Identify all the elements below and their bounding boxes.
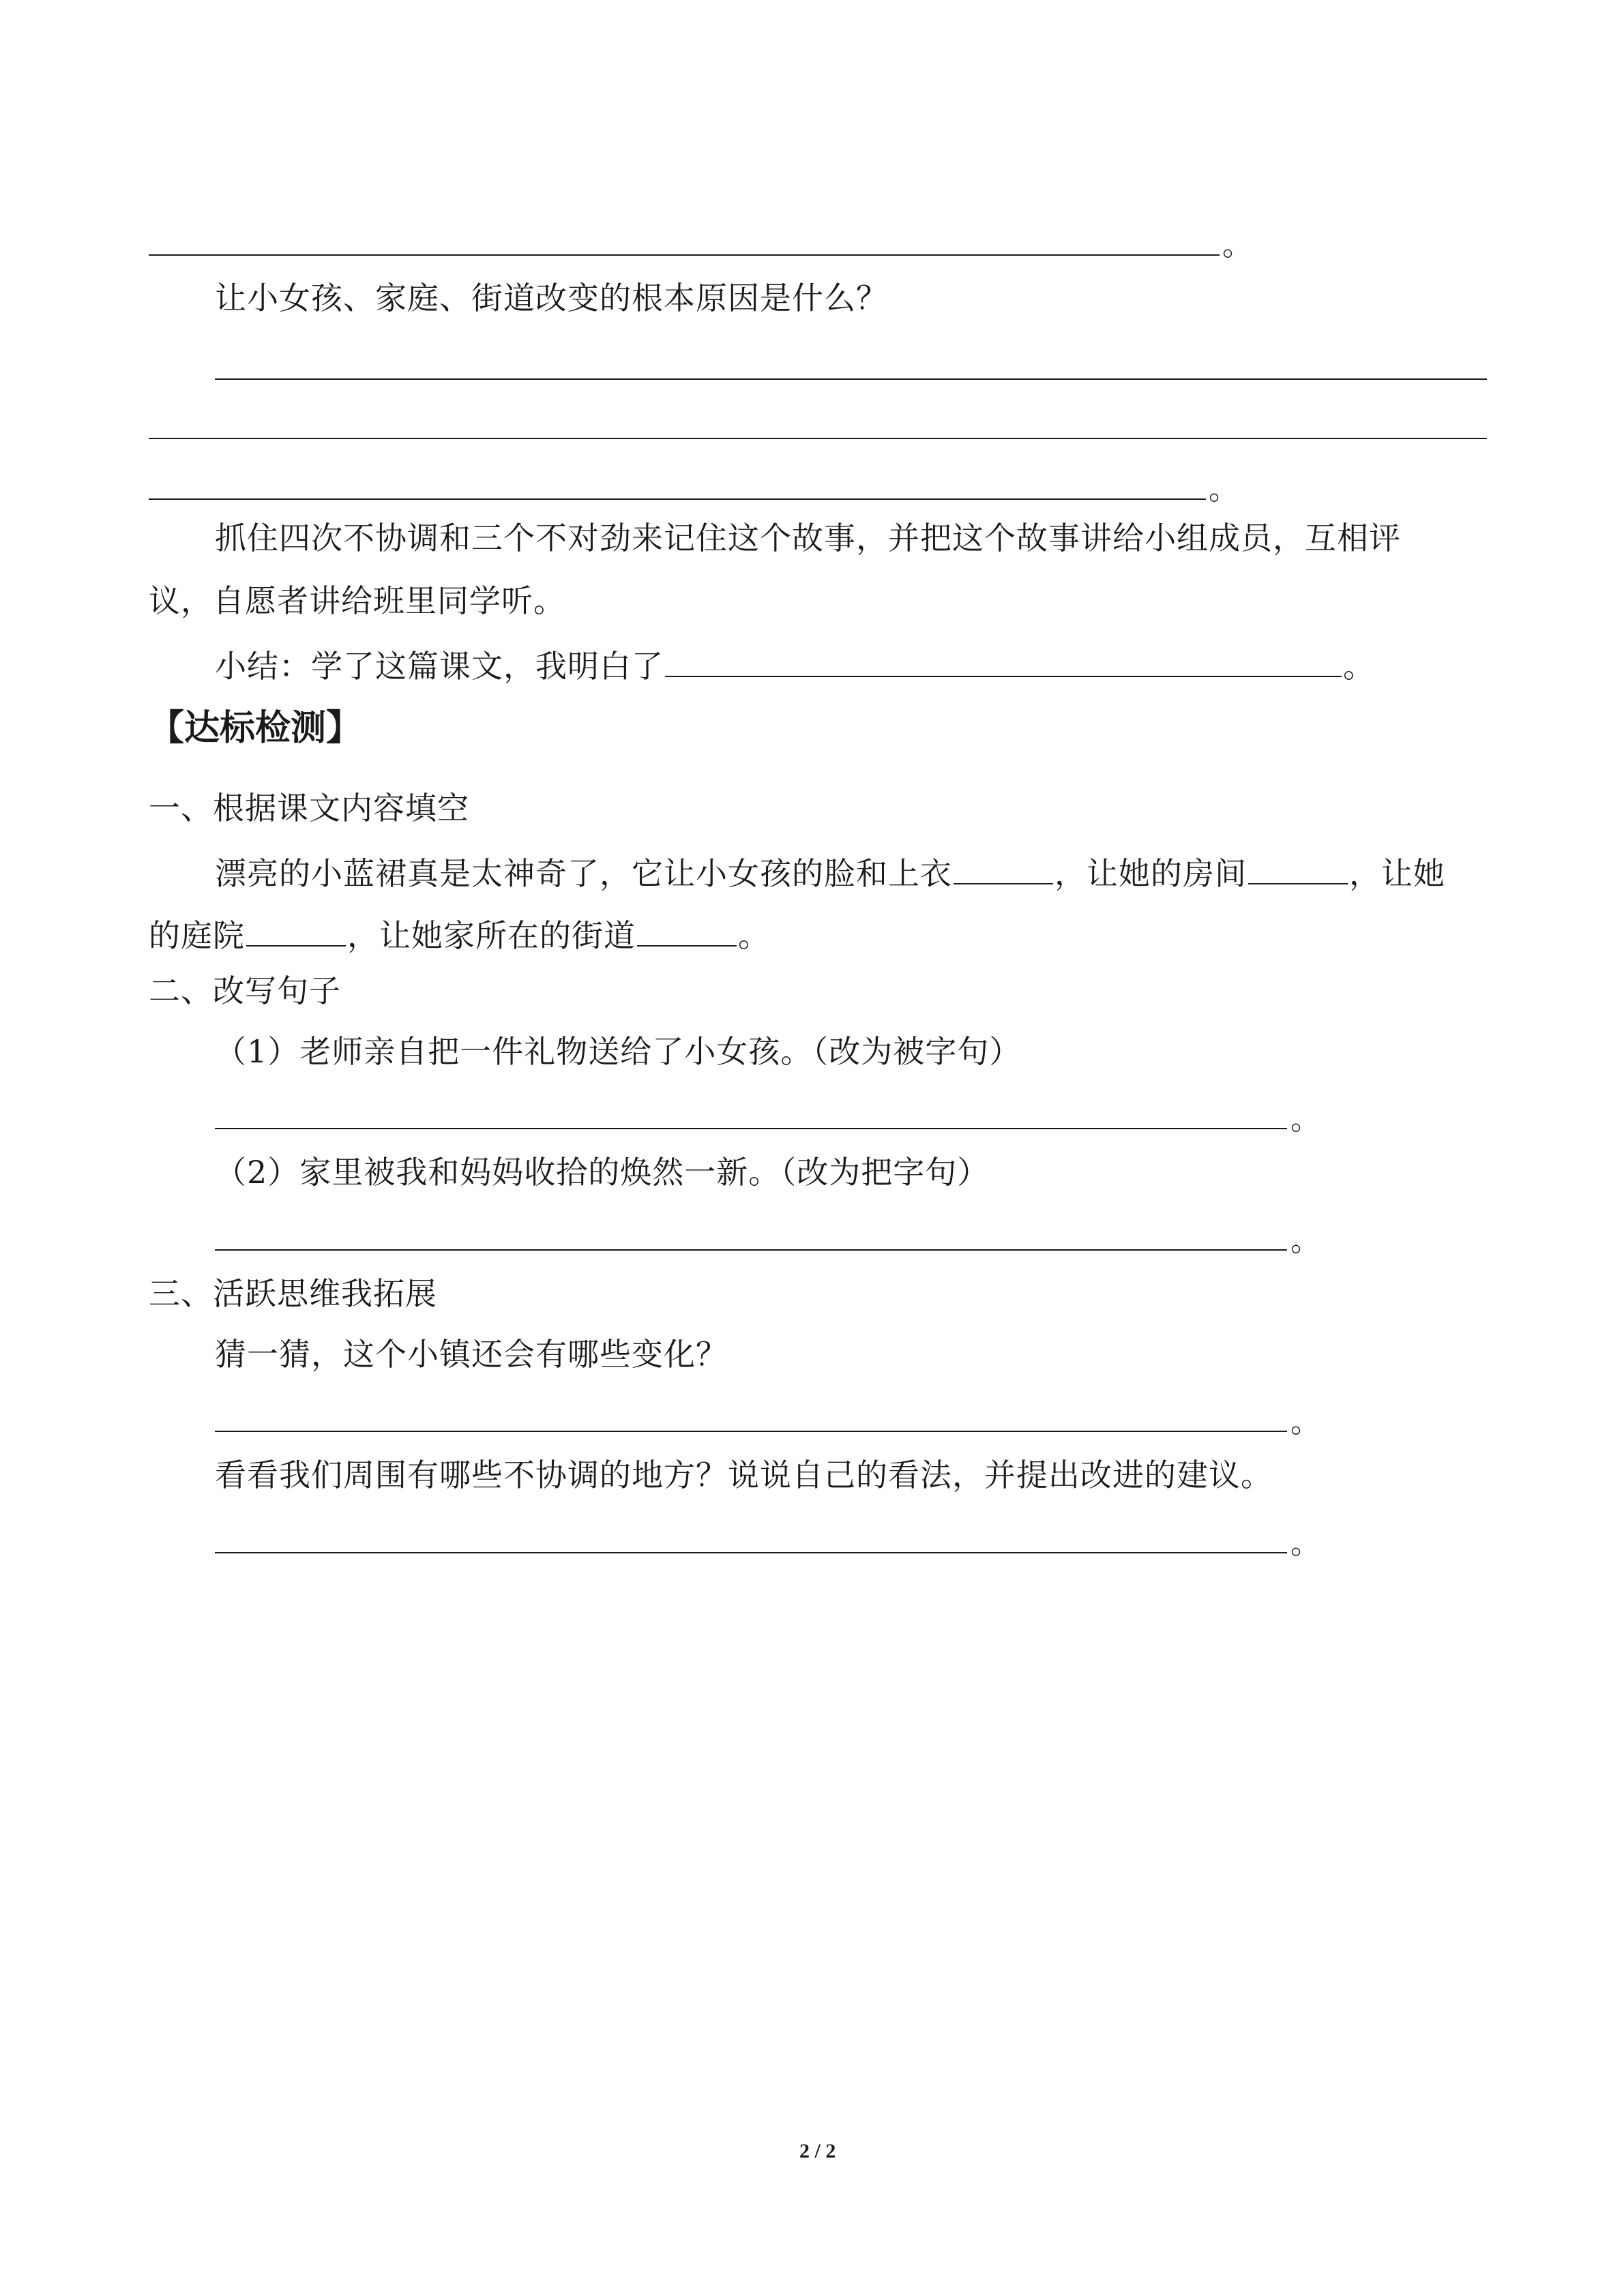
rewrite-item2: （2）家里被我和妈妈收拾的焕然一新。（改为把字句） [215, 1154, 990, 1191]
period-mark: 。 [1343, 648, 1375, 685]
section-title-test: 【达标检测】 [149, 708, 362, 749]
period-mark: 。 [1290, 1223, 1320, 1258]
fill-in-text: 的庭院 [149, 917, 245, 954]
summary-prefix: 小结：学了这篇课文，我明白了 [215, 648, 664, 685]
answer-line [149, 438, 1487, 439]
fill-in-text: ，让她的房间 [1054, 855, 1247, 892]
fill-in-line2 [149, 915, 770, 954]
extend-question1: 猜一猜，这个小镇还会有哪些变化？ [215, 1336, 728, 1373]
part3-heading: 三、活跃思维我拓展 [149, 1275, 437, 1312]
fill-blank-room[interactable] [1248, 853, 1348, 884]
fill-in-text: ，让她 [1349, 855, 1445, 892]
part2-heading: 二、改写句子 [149, 972, 341, 1009]
summary-blank[interactable] [665, 646, 1342, 677]
fill-blank-street[interactable] [637, 915, 737, 946]
page-number: 2 / 2 [799, 2140, 836, 2162]
fill-in-text: 。 [738, 917, 770, 954]
fill-in-text: ，让她家所在的街道 [347, 917, 636, 954]
fill-in-line1 [215, 853, 1445, 892]
period-mark: 。 [1209, 472, 1239, 507]
period-mark: 。 [1290, 1405, 1320, 1440]
answer-line [215, 1249, 1287, 1251]
period-mark: 。 [1290, 1526, 1320, 1561]
answer-line [215, 378, 1487, 380]
answer-line [215, 1552, 1287, 1553]
fill-in-text: 漂亮的小蓝裙真是太神奇了，它让小女孩的脸和上衣 [215, 855, 952, 892]
answer-line [215, 1431, 1287, 1432]
answer-line [215, 1128, 1287, 1129]
period-mark: 。 [1290, 1102, 1320, 1137]
part1-heading: 一、根据课文内容填空 [149, 790, 469, 826]
fill-blank-face-shirt[interactable] [954, 853, 1053, 884]
answer-line [149, 498, 1206, 500]
rewrite-item1: （1）老师亲自把一件礼物送给了小女孩。（改为被字句） [215, 1033, 1022, 1070]
retell-instruction-line2: 议，自愿者讲给班里同学听。 [149, 582, 565, 619]
question-root-cause: 让小女孩、家庭、街道改变的根本原因是什么？ [215, 280, 888, 316]
period-mark: 。 [1222, 228, 1252, 263]
retell-instruction-line1: 抓住四次不协调和三个不对劲来记住这个故事，并把这个故事讲给小组成员，互相评 [215, 520, 1401, 556]
extend-question2: 看看我们周围有哪些不协调的地方？说说自己的看法，并提出改进的建议。 [215, 1457, 1273, 1493]
answer-line [149, 254, 1220, 256]
summary-prompt [215, 646, 1375, 685]
fill-blank-yard[interactable] [246, 915, 346, 946]
